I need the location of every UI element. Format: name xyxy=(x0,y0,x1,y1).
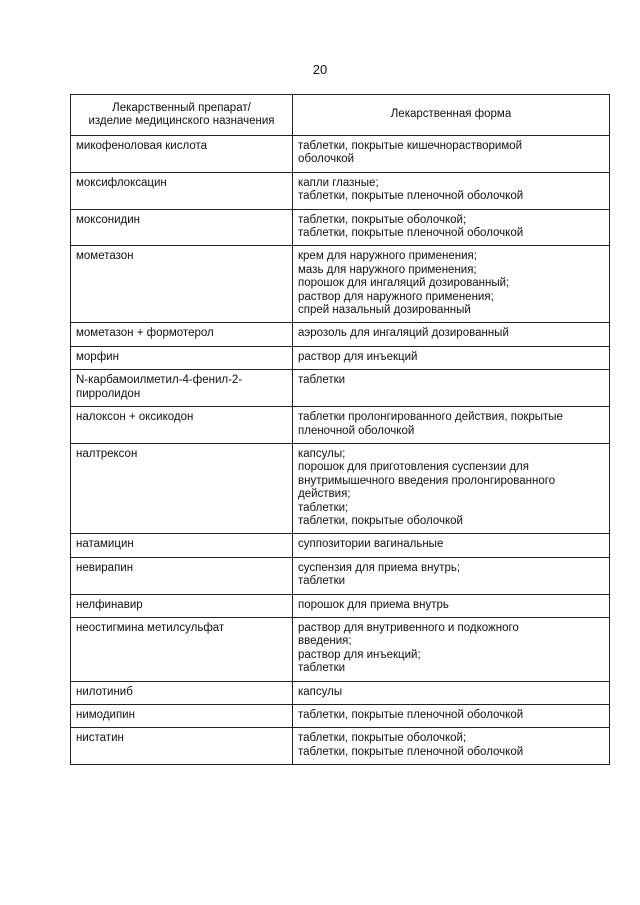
drug-name-cell: невирапин xyxy=(71,557,293,594)
table-row xyxy=(71,172,610,209)
drug-name-cell: налтрексон xyxy=(71,443,293,533)
dosage-form-cell: суспензия для приема внутрь; таблетки xyxy=(293,557,610,594)
table-row xyxy=(71,136,610,173)
dosage-form-cell: таблетки xyxy=(293,370,610,407)
drug-name-cell: микофеноловая кислота xyxy=(71,136,293,173)
dosage-form-cell: аэрозоль для ингаляций дозированный xyxy=(293,323,610,346)
table-row xyxy=(71,617,610,681)
drug-name-cell: натамицин xyxy=(71,534,293,557)
dosage-form-cell: капсулы xyxy=(293,681,610,704)
table-row xyxy=(71,346,610,369)
table-row xyxy=(71,323,610,346)
drug-name-cell: нелфинавир xyxy=(71,594,293,617)
drug-name-cell: мометазон xyxy=(71,246,293,323)
dosage-form-cell: таблетки, покрытые оболочкой; таблетки, покрытые пленочной оболочкой xyxy=(293,209,610,246)
table-row xyxy=(71,407,610,444)
drug-name-cell: нистатин xyxy=(71,728,293,765)
drug-form-table xyxy=(70,94,610,765)
table-row xyxy=(71,246,610,323)
drug-name-cell: неостигмина метилсульфат xyxy=(71,617,293,681)
drug-name-cell: нилотиниб xyxy=(71,681,293,704)
table-row xyxy=(71,681,610,704)
table-row xyxy=(71,443,610,533)
table-row xyxy=(71,705,610,728)
table-row xyxy=(71,728,610,765)
dosage-form-cell: таблетки, покрытые пленочной оболочкой xyxy=(293,705,610,728)
dosage-form-cell: таблетки пролонгированного действия, покрытые пленочной оболочкой xyxy=(293,407,610,444)
drug-name-cell: налоксон + оксикодон xyxy=(71,407,293,444)
drug-name-cell: N-карбамоилметил-4-фенил-2- пирролидон xyxy=(71,370,293,407)
table-row xyxy=(71,557,610,594)
dosage-form-cell: порошок для приема внутрь xyxy=(293,594,610,617)
page-number: 20 xyxy=(312,62,328,77)
table-row xyxy=(71,370,610,407)
dosage-form-cell: раствор для инъекций xyxy=(293,346,610,369)
table-row xyxy=(71,534,610,557)
drug-column-header: Лекарственный препарат/ изделие медицинского назначения xyxy=(71,95,293,136)
dosage-form-cell: раствор для внутривенного и подкожного введения; раствор для инъекций; таблетки xyxy=(293,617,610,681)
drug-name-cell: моксонидин xyxy=(71,209,293,246)
drug-name-cell: нимодипин xyxy=(71,705,293,728)
dosage-form-cell: капли глазные; таблетки, покрытые пленочной оболочкой xyxy=(293,172,610,209)
drug-name-cell: морфин xyxy=(71,346,293,369)
table-row xyxy=(71,209,610,246)
drug-name-cell: мометазон + формотерол xyxy=(71,323,293,346)
table-body xyxy=(71,136,610,765)
drug-name-cell: моксифлоксацин xyxy=(71,172,293,209)
dosage-form-cell: крем для наружного применения; мазь для наружного применения; порошок для ингаляций дозированный; раствор для наружного применения; спрей назальный дозированный xyxy=(293,246,610,323)
table-header-row xyxy=(71,95,610,136)
dosage-form-cell: таблетки, покрытые оболочкой; таблетки, покрытые пленочной оболочкой xyxy=(293,728,610,765)
dosage-form-cell: капсулы; порошок для приготовления суспензии для внутримышечного введения пролонгированного действия; таблетки; таблетки, покрытые оболочкой xyxy=(293,443,610,533)
dosage-form-cell: суппозитории вагинальные xyxy=(293,534,610,557)
form-column-header: Лекарственная форма xyxy=(293,95,610,136)
dosage-form-cell: таблетки, покрытые кишечнорастворимой оболочкой xyxy=(293,136,610,173)
table-row xyxy=(71,594,610,617)
